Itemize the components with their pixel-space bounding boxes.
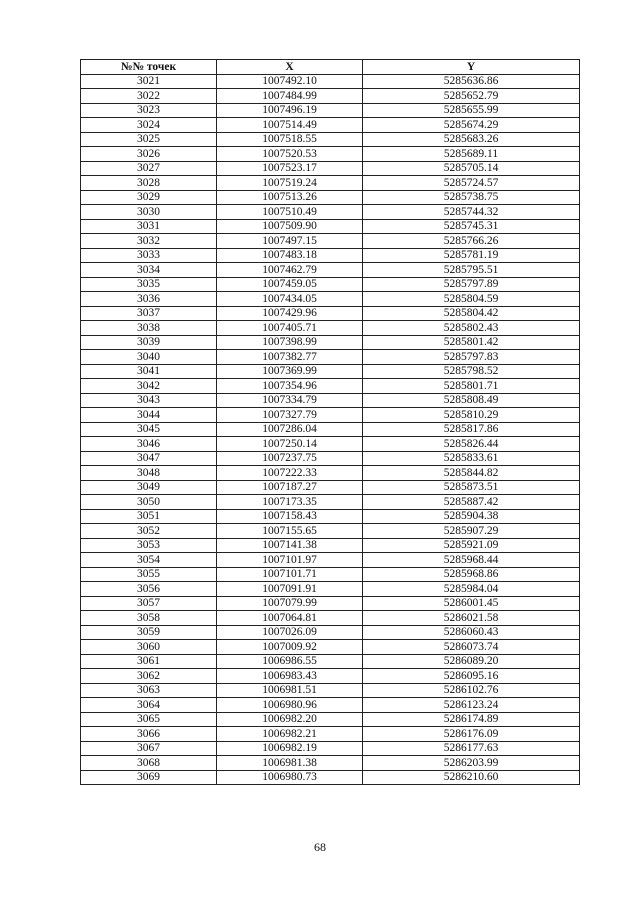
cell-point-number: 3055: [81, 567, 217, 582]
cell-point-number: 3051: [81, 509, 217, 524]
cell-x: 1007382.77: [217, 350, 363, 365]
cell-point-number: 3024: [81, 118, 217, 133]
cell-y: 5286210.60: [363, 770, 580, 785]
cell-point-number: 3035: [81, 277, 217, 292]
table-row: [81, 538, 580, 553]
cell-x: 1007520.53: [217, 147, 363, 162]
table-row: [81, 495, 580, 510]
cell-y: 5285745.31: [363, 219, 580, 234]
cell-x: 1007523.17: [217, 161, 363, 176]
cell-y: 5286203.99: [363, 756, 580, 771]
cell-x: 1007009.92: [217, 640, 363, 655]
cell-point-number: 3038: [81, 321, 217, 336]
coordinates-table: [80, 59, 580, 785]
table-row: [81, 408, 580, 423]
cell-point-number: 3042: [81, 379, 217, 394]
table-row: [81, 451, 580, 466]
cell-x: 1007155.65: [217, 524, 363, 539]
table-row: [81, 350, 580, 365]
cell-x: 1007369.99: [217, 364, 363, 379]
cell-y: 5285804.59: [363, 292, 580, 307]
cell-x: 1007064.81: [217, 611, 363, 626]
table-row: [81, 596, 580, 611]
cell-point-number: 3027: [81, 161, 217, 176]
cell-point-number: 3023: [81, 103, 217, 118]
table-row: [81, 321, 580, 336]
cell-x: 1006982.21: [217, 727, 363, 742]
cell-x: 1007483.18: [217, 248, 363, 263]
cell-point-number: 3029: [81, 190, 217, 205]
cell-point-number: 3043: [81, 393, 217, 408]
table-row: [81, 625, 580, 640]
table-row: [81, 89, 580, 104]
cell-point-number: 3058: [81, 611, 217, 626]
cell-y: 5285655.99: [363, 103, 580, 118]
cell-x: 1006982.20: [217, 712, 363, 727]
cell-y: 5285801.71: [363, 379, 580, 394]
cell-point-number: 3034: [81, 263, 217, 278]
cell-x: 1007141.38: [217, 538, 363, 553]
table-row: [81, 553, 580, 568]
cell-y: 5285795.51: [363, 263, 580, 278]
cell-point-number: 3044: [81, 408, 217, 423]
table-row: [81, 306, 580, 321]
cell-point-number: 3033: [81, 248, 217, 263]
table-row: [81, 335, 580, 350]
cell-point-number: 3057: [81, 596, 217, 611]
cell-point-number: 3049: [81, 480, 217, 495]
cell-x: 1007518.55: [217, 132, 363, 147]
cell-x: 1007187.27: [217, 480, 363, 495]
table-row: [81, 669, 580, 684]
cell-x: 1007510.49: [217, 205, 363, 220]
cell-y: 5285804.42: [363, 306, 580, 321]
cell-x: 1007519.24: [217, 176, 363, 191]
cell-y: 5286001.45: [363, 596, 580, 611]
cell-y: 5285887.42: [363, 495, 580, 510]
cell-x: 1007398.99: [217, 335, 363, 350]
cell-y: 5285705.14: [363, 161, 580, 176]
cell-point-number: 3064: [81, 698, 217, 713]
cell-y: 5285873.51: [363, 480, 580, 495]
cell-point-number: 3062: [81, 669, 217, 684]
cell-y: 5285724.57: [363, 176, 580, 191]
cell-y: 5285738.75: [363, 190, 580, 205]
table-row: [81, 698, 580, 713]
cell-point-number: 3047: [81, 451, 217, 466]
table-body: [81, 74, 580, 785]
table-row: [81, 103, 580, 118]
cell-x: 1007101.97: [217, 553, 363, 568]
cell-point-number: 3059: [81, 625, 217, 640]
cell-y: 5286073.74: [363, 640, 580, 655]
table-row: [81, 582, 580, 597]
table-row: [81, 292, 580, 307]
cell-x: 1007101.71: [217, 567, 363, 582]
table-row: [81, 480, 580, 495]
cell-x: 1007496.19: [217, 103, 363, 118]
cell-x: 1007429.96: [217, 306, 363, 321]
cell-point-number: 3026: [81, 147, 217, 162]
cell-x: 1007334.79: [217, 393, 363, 408]
cell-x: 1007158.43: [217, 509, 363, 524]
cell-y: 5285636.86: [363, 74, 580, 89]
cell-x: 1007497.15: [217, 234, 363, 249]
cell-point-number: 3060: [81, 640, 217, 655]
table-row: [81, 422, 580, 437]
cell-y: 5286174.89: [363, 712, 580, 727]
cell-x: 1007286.04: [217, 422, 363, 437]
table-row: [81, 727, 580, 742]
cell-y: 5285781.19: [363, 248, 580, 263]
table-row: [81, 248, 580, 263]
table-row: [81, 277, 580, 292]
cell-point-number: 3053: [81, 538, 217, 553]
cell-y: 5285766.26: [363, 234, 580, 249]
table-row: [81, 234, 580, 249]
table-row: [81, 712, 580, 727]
table-row: [81, 611, 580, 626]
table-row: [81, 524, 580, 539]
cell-y: 5285904.38: [363, 509, 580, 524]
cell-point-number: 3069: [81, 770, 217, 785]
cell-x: 1007434.05: [217, 292, 363, 307]
cell-point-number: 3068: [81, 756, 217, 771]
cell-point-number: 3066: [81, 727, 217, 742]
cell-y: 5286102.76: [363, 683, 580, 698]
table-row: [81, 379, 580, 394]
cell-y: 5286177.63: [363, 741, 580, 756]
cell-y: 5285797.89: [363, 277, 580, 292]
cell-y: 5285968.44: [363, 553, 580, 568]
cell-y: 5285984.04: [363, 582, 580, 597]
cell-x: 1007222.33: [217, 466, 363, 481]
cell-point-number: 3067: [81, 741, 217, 756]
cell-x: 1006986.55: [217, 654, 363, 669]
cell-y: 5285826.44: [363, 437, 580, 452]
cell-y: 5286176.09: [363, 727, 580, 742]
table-row: [81, 770, 580, 785]
table-row: [81, 364, 580, 379]
table-row: [81, 683, 580, 698]
cell-y: 5285817.86: [363, 422, 580, 437]
cell-point-number: 3028: [81, 176, 217, 191]
table-row: [81, 263, 580, 278]
cell-x: 1007250.14: [217, 437, 363, 452]
table-row: [81, 205, 580, 220]
table-row: [81, 132, 580, 147]
table-row: [81, 118, 580, 133]
table-row: [81, 161, 580, 176]
table-row: [81, 654, 580, 669]
table-row: [81, 147, 580, 162]
cell-y: 5286089.20: [363, 654, 580, 669]
cell-y: 5285801.42: [363, 335, 580, 350]
cell-point-number: 3050: [81, 495, 217, 510]
table-header: [81, 60, 580, 75]
cell-x: 1007405.71: [217, 321, 363, 336]
cell-point-number: 3025: [81, 132, 217, 147]
cell-point-number: 3021: [81, 74, 217, 89]
table-row: [81, 756, 580, 771]
cell-x: 1006981.51: [217, 683, 363, 698]
cell-y: 5285844.82: [363, 466, 580, 481]
cell-y: 5285683.26: [363, 132, 580, 147]
cell-point-number: 3045: [81, 422, 217, 437]
cell-point-number: 3065: [81, 712, 217, 727]
cell-x: 1006982.19: [217, 741, 363, 756]
table-row: [81, 190, 580, 205]
cell-x: 1007514.49: [217, 118, 363, 133]
cell-point-number: 3022: [81, 89, 217, 104]
cell-y: 5285744.32: [363, 205, 580, 220]
table-row: [81, 509, 580, 524]
cell-y: 5286123.24: [363, 698, 580, 713]
header-row: [81, 60, 580, 75]
cell-y: 5285810.29: [363, 408, 580, 423]
cell-x: 1007327.79: [217, 408, 363, 423]
cell-y: 5285797.83: [363, 350, 580, 365]
cell-point-number: 3063: [81, 683, 217, 698]
cell-y: 5285907.29: [363, 524, 580, 539]
table-row: [81, 466, 580, 481]
header-x: X: [217, 60, 363, 75]
cell-x: 1007079.99: [217, 596, 363, 611]
cell-y: 5285674.29: [363, 118, 580, 133]
cell-x: 1006980.73: [217, 770, 363, 785]
cell-x: 1007459.05: [217, 277, 363, 292]
cell-x: 1007173.35: [217, 495, 363, 510]
cell-point-number: 3041: [81, 364, 217, 379]
header-point-number: №№ точек: [81, 60, 217, 75]
cell-y: 5285689.11: [363, 147, 580, 162]
cell-x: 1007462.79: [217, 263, 363, 278]
cell-y: 5285921.09: [363, 538, 580, 553]
cell-y: 5285808.49: [363, 393, 580, 408]
cell-y: 5285968.86: [363, 567, 580, 582]
cell-point-number: 3040: [81, 350, 217, 365]
cell-y: 5286060.43: [363, 625, 580, 640]
cell-y: 5286021.58: [363, 611, 580, 626]
cell-x: 1007026.09: [217, 625, 363, 640]
cell-point-number: 3037: [81, 306, 217, 321]
cell-point-number: 3052: [81, 524, 217, 539]
cell-point-number: 3039: [81, 335, 217, 350]
cell-point-number: 3036: [81, 292, 217, 307]
cell-x: 1007484.99: [217, 89, 363, 104]
cell-point-number: 3046: [81, 437, 217, 452]
cell-point-number: 3061: [81, 654, 217, 669]
cell-y: 5286095.16: [363, 669, 580, 684]
header-y: Y: [363, 60, 580, 75]
table-row: [81, 567, 580, 582]
cell-x: 1007354.96: [217, 379, 363, 394]
cell-y: 5285652.79: [363, 89, 580, 104]
table-row: [81, 219, 580, 234]
cell-point-number: 3048: [81, 466, 217, 481]
cell-x: 1007492.10: [217, 74, 363, 89]
cell-point-number: 3054: [81, 553, 217, 568]
cell-y: 5285833.61: [363, 451, 580, 466]
table-row: [81, 393, 580, 408]
table-row: [81, 741, 580, 756]
table-row: [81, 74, 580, 89]
page-number: 68: [314, 840, 326, 854]
cell-point-number: 3030: [81, 205, 217, 220]
cell-point-number: 3056: [81, 582, 217, 597]
cell-point-number: 3031: [81, 219, 217, 234]
cell-x: 1006983.43: [217, 669, 363, 684]
cell-x: 1007513.26: [217, 190, 363, 205]
cell-x: 1007509.90: [217, 219, 363, 234]
cell-x: 1006980.96: [217, 698, 363, 713]
table-row: [81, 176, 580, 191]
cell-x: 1007091.91: [217, 582, 363, 597]
table-row: [81, 437, 580, 452]
cell-y: 5285802.43: [363, 321, 580, 336]
cell-x: 1007237.75: [217, 451, 363, 466]
cell-x: 1006981.38: [217, 756, 363, 771]
table-row: [81, 640, 580, 655]
cell-y: 5285798.52: [363, 364, 580, 379]
cell-point-number: 3032: [81, 234, 217, 249]
